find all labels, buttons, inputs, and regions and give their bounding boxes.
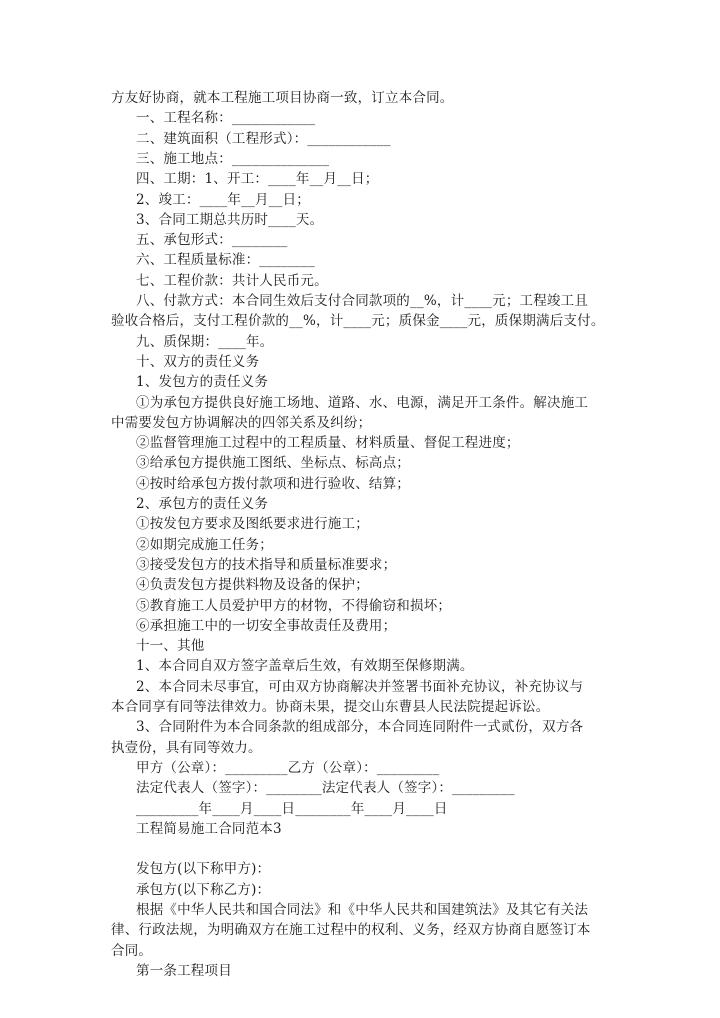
text-line: 本合同享有同等法律效力。协商未果，提交山东曹县人民法院提起诉讼。 xyxy=(111,699,550,715)
text-line: ①为承包方提供良好施工场地、道路、水、电源，满足开工条件。解决施工 xyxy=(136,394,589,411)
text-line: 六、工程质量标准：________ xyxy=(136,252,315,269)
text-line: 1、发包方的责任义务 xyxy=(136,374,269,391)
text-line: 七、工程价款：共计人民币元。 xyxy=(136,272,328,289)
text-line: ③给承包方提供施工图纸、坐标点、标高点； xyxy=(136,455,410,472)
text-line: 第一条工程项目 xyxy=(136,962,232,979)
text-line: 执壹份，具有同等效力。 xyxy=(111,739,262,756)
text-line: ⑥承担施工中的一切安全事故责任及费用； xyxy=(136,617,397,634)
text-line: 根据《中华人民共和国合同法》和《中华人民共和国建筑法》及其它有关法 xyxy=(136,902,589,918)
text-line: _________年____月____日________年____月____日 xyxy=(136,800,448,817)
text-line: ①按发包方要求及图纸要求进行施工； xyxy=(136,516,369,533)
text-line: 3、合同附件为本合同条款的组成部分，本合同连同附件一式贰份，双方各 xyxy=(136,719,584,736)
text-line: ⑤教育施工人员爱护甲方的材物，不得偷窃和损坏； xyxy=(136,597,452,614)
text-line: 九、质保期：____年。 xyxy=(136,333,274,350)
text-line: ③接受发包方的技术指导和质量标准要求； xyxy=(136,556,397,573)
text-line: 一、工程名称：____________ xyxy=(136,110,316,127)
text-line: 3、合同工期总共历时____天。 xyxy=(136,211,324,228)
text-line: 八、付款方式：本合同生效后支付合同款项的__%，计____元；工程竣工且 xyxy=(136,293,589,309)
text-line: 验收合格后，支付工程价款的__%，计____元；质保金____元，质保期满后支付。 xyxy=(111,313,605,330)
text-line: 合同。 xyxy=(111,942,153,959)
text-line: 1、本合同自双方签字盖章后生效，有效期至保修期满。 xyxy=(136,658,474,675)
text-line: ④按时给承包方拨付款项和进行验收、结算； xyxy=(136,475,410,492)
text-line: 2、竣工：____年__月__日； xyxy=(136,191,310,208)
text-line: 三、施工地点：______________ xyxy=(136,150,330,167)
text-line: 二、建筑面积（工程形式）：____________ xyxy=(136,130,391,147)
text-line: 四、工期：1、开工：____年__月__日； xyxy=(136,171,379,188)
text-line: 法定代表人（签字）：________法定代表人（签字）：_________ xyxy=(136,780,515,797)
text-line: 十一、其他 xyxy=(136,638,205,655)
text-line: 中需要发包方协调解决的四邻关系及纠纷； xyxy=(111,414,372,431)
text-line: 甲方（公章）：_________乙方（公章）：_________ xyxy=(136,759,440,776)
text-line: ②监督管理施工过程中的工程质量、材料质量、督促工程进度； xyxy=(136,435,520,452)
text-line: ④负责发包方提供料物及设备的保护； xyxy=(136,577,369,594)
text-line: 律、行政法规，为明确双方在施工过程中的权利、义务，经双方协商自愿签订本 xyxy=(111,922,591,939)
text-line: 五、承包形式：________ xyxy=(136,232,288,249)
text-line: 十、双方的责任义务 xyxy=(136,353,260,370)
text-line: 发包方(以下称甲方)： xyxy=(136,861,271,878)
text-line: ②如期完成施工任务； xyxy=(136,536,273,553)
text-line: 工程简易施工合同范本3 xyxy=(136,820,282,837)
text-line: 方友好协商，就本工程施工项目协商一致，订立本合同。 xyxy=(111,90,454,106)
text-line: 2、承包方的责任义务 xyxy=(136,496,269,512)
text-line: 2、本合同未尽事宜，可由双方协商解决并签署书面补充协议，补充协议与 xyxy=(136,678,584,695)
text-line: 承包方(以下称乙方)： xyxy=(136,881,271,898)
